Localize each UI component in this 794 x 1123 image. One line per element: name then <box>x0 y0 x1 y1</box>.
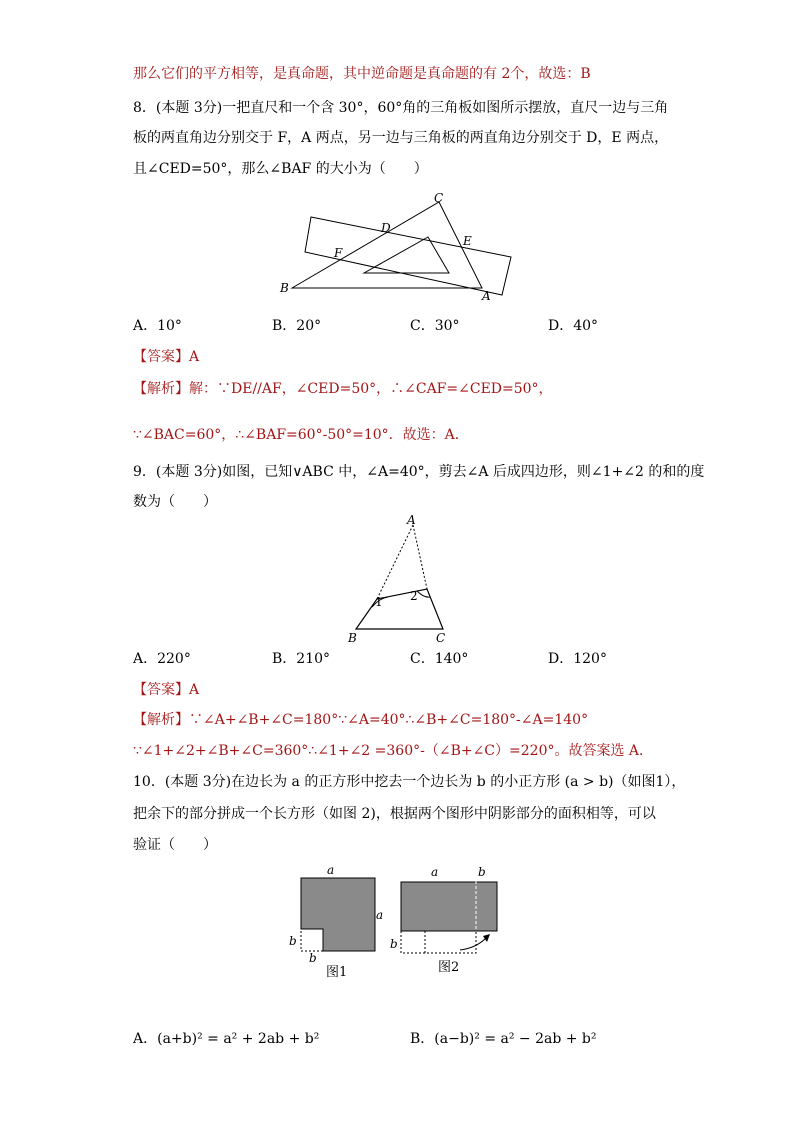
label-b: B <box>280 281 289 295</box>
answer-value: A <box>189 682 200 698</box>
label-2: 2 <box>410 589 418 603</box>
q8-stem-line-2: 板的两直角边分别交于 F，A 两点，另一边与三角板的两直角边分别交于 D，E 两点， <box>133 130 669 146</box>
analysis-label: 【解析】 <box>133 712 189 728</box>
answer-label: 【答案】 <box>133 349 189 365</box>
removed-square <box>301 929 323 951</box>
label-f: F <box>334 246 343 260</box>
q9-stem-line-1: 9．(本题 3分)如图，已知∨ABC 中，∠A=40°，剪去∠A 后成四边形，则∠1+∠2 的和的度 <box>133 464 705 480</box>
q10-option-b: B．(a−b)² = a² − 2ab + b² <box>410 1031 597 1047</box>
q10-stem-line-2: 把余下的部分拼成一个长方形（如图 2)，根据两个图形中阴影部分的面积相等，可以 <box>133 806 656 822</box>
fig2-label-b-side: b <box>390 937 398 951</box>
rotate-arrow <box>460 938 486 950</box>
rotate-arrow-head <box>483 934 490 942</box>
q10-stem-line-3: 验证（ ） <box>133 837 217 853</box>
label-b: B <box>348 631 357 645</box>
analysis-label: 【解析】 <box>133 381 189 397</box>
fig2-label-b-top: b <box>478 865 486 879</box>
q9-stem-line-2: 数为（ ） <box>133 494 217 510</box>
fig2-caption: 图2 <box>438 960 460 975</box>
analysis-text: ∵∠A+∠B+∠C=180°∵∠A=40°∴∠B+∠C=180°-∠A=140° <box>189 712 589 728</box>
label-c: C <box>434 191 444 205</box>
label-a: A <box>482 289 491 303</box>
q10-figures <box>0 860 794 990</box>
answer-value: A <box>189 349 200 365</box>
fig1-label-b-side: b <box>289 934 297 948</box>
label-d: D <box>381 221 391 235</box>
q8-analysis-line-2: ∵∠BAC=60°，∴∠BAF=60°-50°=10°．故选：A． <box>133 427 469 443</box>
dotted-side-right <box>413 525 427 589</box>
q9-option-b: B．210° <box>272 651 331 667</box>
q9-option-a: A．220° <box>133 651 191 667</box>
q8-figure <box>0 190 794 310</box>
label-a: A <box>407 513 416 527</box>
fig1-label-a-side: a <box>376 908 384 922</box>
label-e: E <box>463 234 472 248</box>
q8-stem-line-1: 8．(本题 3分)一把直尺和一个含 30°，60°角的三角板如图所示摆放，直尺一边与三角 <box>133 100 669 116</box>
q9-option-d: D．120° <box>548 651 607 667</box>
q9-answer <box>133 680 199 700</box>
q8-option-d: D．40° <box>548 318 599 334</box>
q9-analysis-line-2: ∵∠1+∠2+∠B+∠C=360°∴∠1+∠2 =360°-（∠B+∠C）=220°。故答案选 A． <box>133 743 654 759</box>
analysis-text: 解：∵DE//AF，∠CED=50°，∴∠CAF=∠CED=50°， <box>189 381 553 397</box>
q9-option-c: C．140° <box>410 651 469 667</box>
q8-option-a: A．10° <box>133 318 182 334</box>
label-1: 1 <box>375 595 383 609</box>
figure-1 <box>289 863 383 980</box>
q8-stem-line-3: 且∠CED=50°，那么∠BAF 的大小为（ ） <box>133 161 428 177</box>
shaded-rectangle <box>401 882 497 931</box>
quadrilateral <box>356 589 443 629</box>
figure-2 <box>390 865 497 975</box>
q9-figure <box>0 515 794 645</box>
q8-analysis-line-1 <box>133 379 553 399</box>
answer-label: 【答案】 <box>133 682 189 698</box>
q8-option-c: C．30° <box>410 318 460 334</box>
fig1-label-a-top: a <box>327 863 335 877</box>
q10-option-a: A．(a+b)² = a² + 2ab + b² <box>133 1031 320 1047</box>
fig2-label-a: a <box>431 865 439 879</box>
fig1-label-b-bottom: b <box>309 951 317 965</box>
shaded-l-shape <box>301 878 375 951</box>
q9-analysis-line-1 <box>133 710 588 730</box>
q8-answer <box>133 347 199 367</box>
fig1-caption: 图1 <box>326 965 348 980</box>
dotted-side-left <box>377 525 413 599</box>
q8-option-b: B．20° <box>272 318 322 334</box>
intro-line: 那么它们的平方相等，是真命题，其中逆命题是真命题的有 2个，故选：B <box>133 66 591 82</box>
label-c: C <box>436 631 446 645</box>
q10-stem-line-1: 10．(本题 3分)在边长为 a 的正方形中挖去一个边长为 b 的小正方形 (a > b)（如图1）， <box>133 774 686 790</box>
